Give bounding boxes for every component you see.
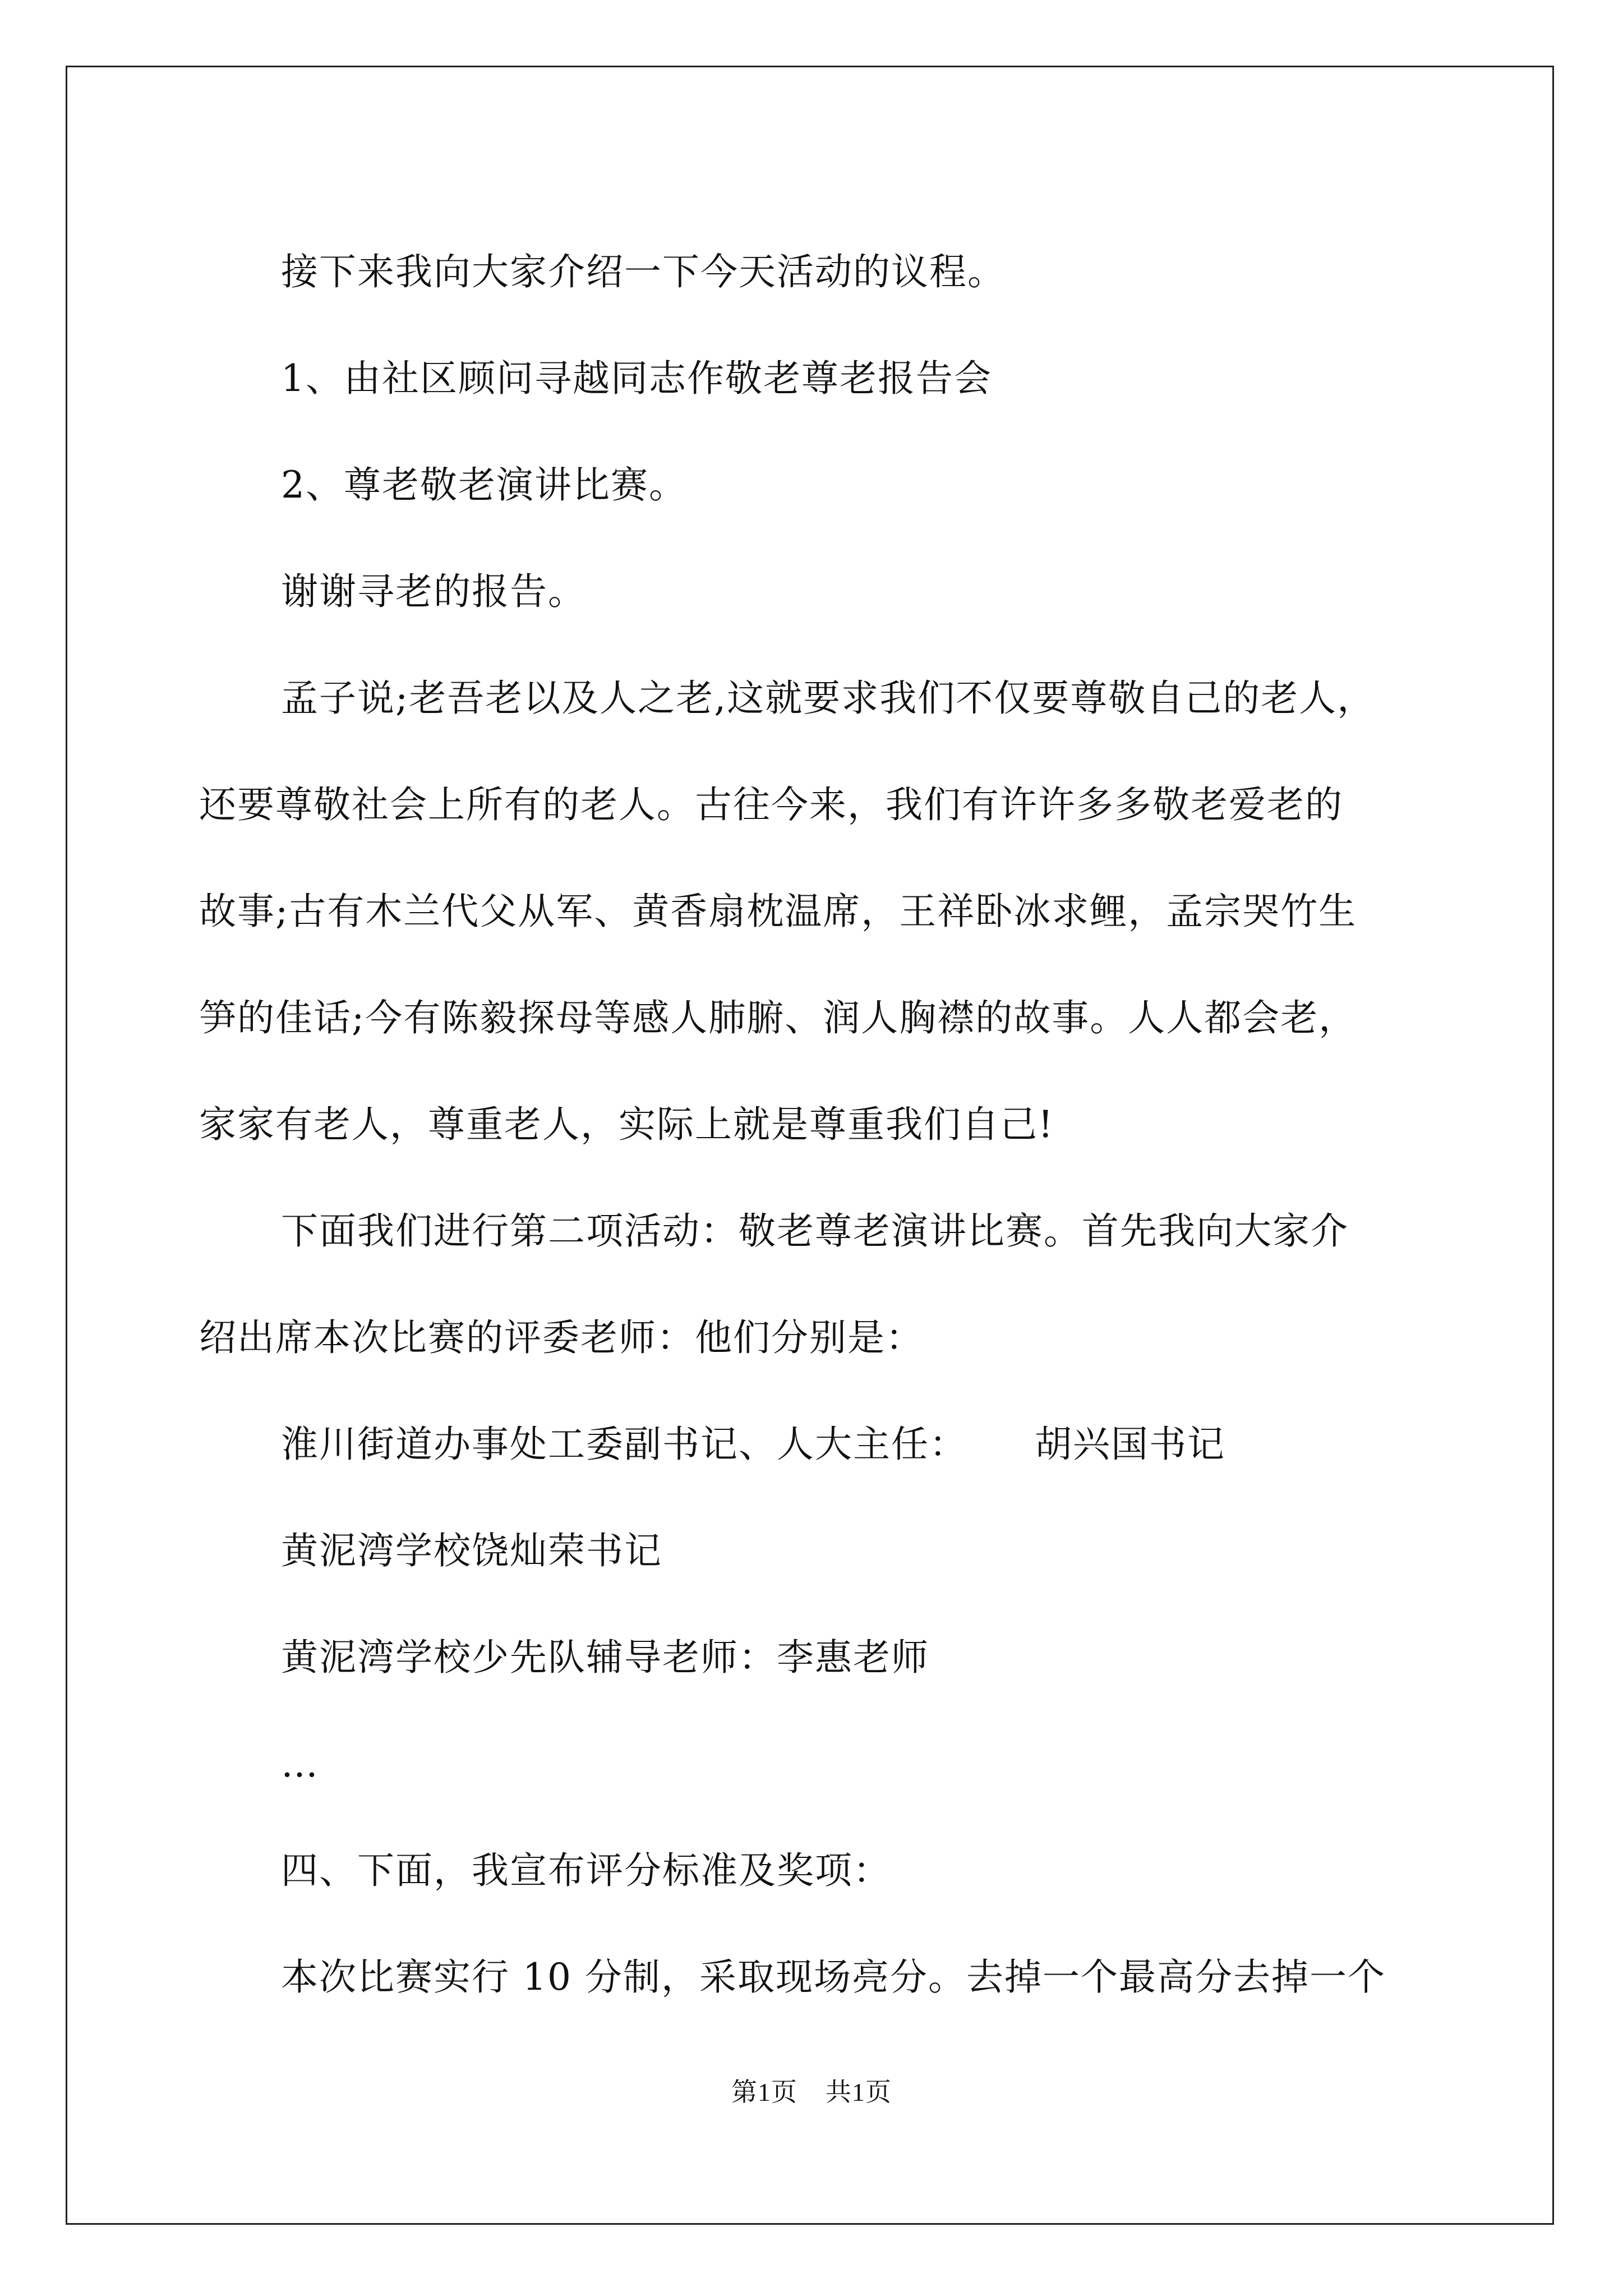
paragraph-line: 绍出席本次比赛的评委老师：他们分别是： [199,1316,924,1359]
paragraph-agenda-intro: 接下来我向大家介绍一下今天活动的议程。 [281,250,1006,293]
paragraph-thanks: 谢谢寻老的报告。 [281,570,586,613]
paragraph-line: 家家有老人，尊重老人，实际上就是尊重我们自己! [199,1103,1054,1146]
page-number: 第1页 [731,2078,797,2106]
paragraph-line: 故事;古有木兰代父从军、黄香扇枕温席，王祥卧冰求鲤，孟宗哭竹生 [199,890,1357,933]
paragraph-scoring-rules: 本次比赛实行 10 分制，采取现场亮分。去掉一个最高分去掉一个 [281,1955,1386,1999]
paragraph-line: 下面我们进行第二项活动：敬老尊老演讲比赛。首先我向大家介 [281,1209,1349,1253]
paragraph-agenda-item-2: 2、尊老敬老演讲比赛。 [281,463,687,507]
paragraph-second-activity [199,1178,1483,1391]
judge-title: 淮川街道办事处工委副书记、人大主任： [281,1423,967,1466]
judge-name: 胡兴国书记 [1035,1423,1225,1466]
paragraph-line: 还要尊敬社会上所有的老人。古往今来，我们有许许多多敬老爱老的 [199,783,1343,826]
document-body [199,219,1483,2031]
page-total: 共1页 [826,2078,892,2106]
paragraph-judge-2: 黄泥湾学校饶灿荣书记 [281,1529,662,1572]
paragraph-judge-3: 黄泥湾学校少先队辅导老师：李惠老师 [281,1636,929,1679]
paragraph-line: 笋的佳话;今有陈毅探母等感人肺腑、润人胸襟的故事。人人都会老， [199,996,1357,1039]
paragraph-agenda-item-1: 1、由社区顾问寻越同志作敬老尊老报告会 [281,357,992,400]
paragraph-ellipsis: … [281,1742,319,1786]
paragraph-mencius [199,645,1483,1178]
page-footer [0,2076,1623,2109]
paragraph-line: 孟子说;老吾老以及人之老,这就要求我们不仅要尊敬自己的老人， [281,677,1376,720]
paragraph-judge-1 [199,1391,1483,1498]
paragraph-scoring-heading: 四、下面，我宣布评分标准及奖项： [281,1849,891,1892]
